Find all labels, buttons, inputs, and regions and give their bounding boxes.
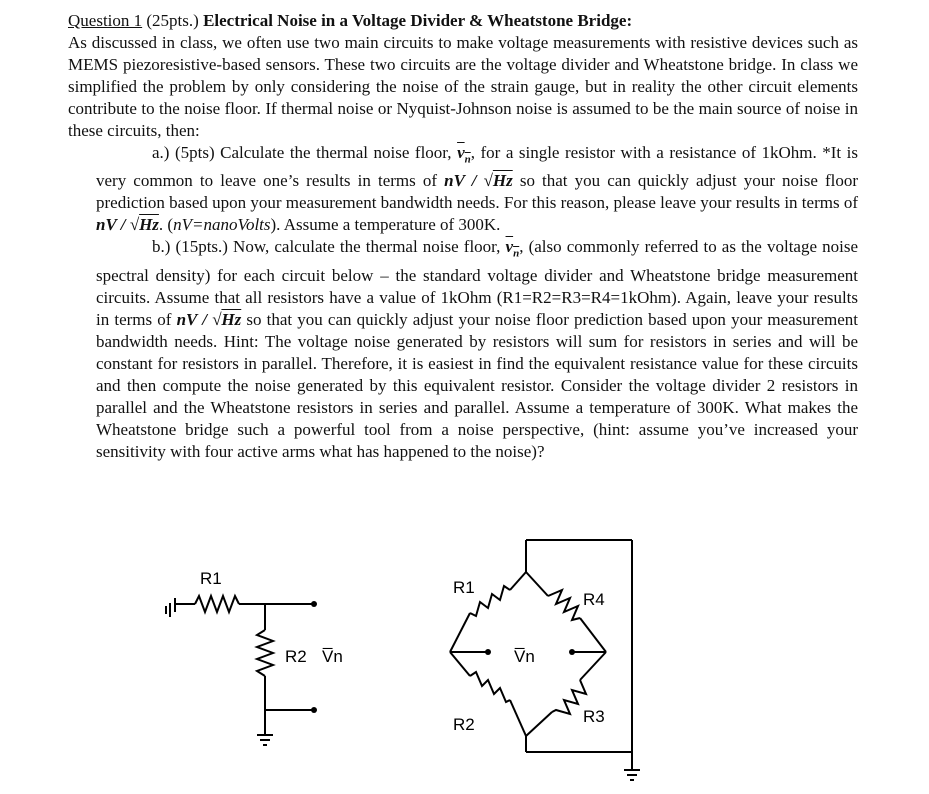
wheatstone-bridge-circuit	[450, 540, 640, 780]
divider-r2-label: R2	[285, 647, 307, 666]
part-b	[96, 236, 858, 462]
r1-resistor-bridge	[470, 586, 510, 616]
part-b-text-1: b.) (15pts.) Now, calculate the thermal noise floor,	[152, 237, 501, 257]
unit-nv-per-root-hz-3: nV / √Hz	[176, 309, 242, 329]
part-a-text-2: , for a single resistor with a resistance of 1kOhm. *It is very common to leave one’s results in terms of	[96, 143, 859, 191]
r2-resistor-divider	[257, 630, 273, 676]
circuit-diagrams	[0, 520, 929, 794]
r2-resistor-bridge	[470, 672, 510, 702]
question-document	[68, 10, 858, 463]
divider-r1-label: R1	[200, 569, 222, 588]
vn-symbol: $v_n$	[457, 143, 471, 166]
part-a	[96, 142, 858, 236]
part-b-text-3: so that you can quickly adjust your noise floor prediction based upon your measurement bandwidth needs. Hint: The voltage noise generated by resistors will sum for resistors in series and will be constant for resistors in parallel. Therefore, it is easiest in find the equivalent resistance value for these circuits and then compute the noise generated by this equivalent resistor. Consider the voltage divider 2 resistors in parallel and the Wheatstone resistors in series and parallel. Assume a temperature of 300K. What makes the Wheatstone bridge such a powerful tool from a noise perspective, (hint: assume you’ve increased your sensitivity with four active arms what has happened to the noise)?	[96, 309, 858, 461]
bridge-r1-label: R1	[453, 578, 475, 597]
question-intro: As discussed in class, we often use two main circuits to make voltage measurements with resistive devices such as MEMS piezoresistive-based sensors. These two circuits are the voltage divider and Wheatstone bridge. In class we simplified the problem by only considering the noise of the strain gauge, but in reality the other circuit elements contribute to the noise floor. If thermal noise or Nyquist-Johnson noise is assumed to be the main source of noise in these circuits, then:	[68, 33, 858, 140]
voltage-divider-circuit	[166, 596, 312, 745]
part-a-text-1: a.) (5pts) Calculate the thermal noise floor,	[152, 143, 452, 162]
divider-vn-label: V̅n	[322, 647, 343, 666]
ground-symbol-bridge	[624, 770, 640, 780]
question-heading	[68, 10, 858, 32]
bridge-r2-label: R2	[453, 715, 475, 734]
question-title: Electrical Noise in a Voltage Divider & Wheatstone Bridge:	[203, 11, 633, 30]
part-a-italic: nV=nanoVolts	[173, 215, 271, 235]
divider-ground-terminal	[311, 707, 317, 713]
part-b-text-2: , (also commonly referred to as the voltage noise spectral density) for each circuit below – the standard voltage divider and Wheatstone bridge measurement circuits. Assume that all resistors have a value of 1kOhm (R1=R2=R3=R4=1kOhm). Again, leave your results in terms of	[96, 237, 859, 329]
bridge-left-terminal	[485, 649, 491, 655]
divider-output-terminal	[311, 601, 317, 607]
vn-symbol-b: $v_n$	[505, 237, 520, 260]
ground-symbol-divider-bottom	[257, 735, 273, 745]
unit-nv-per-root-hz-2: nV / √Hz	[96, 215, 159, 235]
bridge-r3-label: R3	[583, 707, 605, 726]
bridge-right-terminal	[569, 649, 575, 655]
bridge-r4-label: R4	[583, 590, 605, 609]
question-number: Question 1	[68, 11, 143, 30]
part-a-text-3: so that you can quickly adjust your noise floor prediction based upon your measurement bandwidth needs. For this reason, please leave your results in terms of	[96, 171, 859, 213]
r4-resistor-bridge	[548, 590, 580, 620]
bridge-vn-label: V̅n	[514, 647, 535, 666]
r3-resistor-bridge	[552, 680, 586, 714]
r1-resistor-divider	[195, 596, 239, 612]
part-a-text-4: . (	[158, 215, 174, 235]
unit-nv-per-root-hz: nV / √Hz	[444, 171, 513, 191]
question-points: (25pts.)	[146, 11, 199, 30]
part-a-text-5: ). Assume a temperature of 300K.	[270, 215, 501, 235]
ground-symbol-divider-top	[166, 598, 175, 617]
